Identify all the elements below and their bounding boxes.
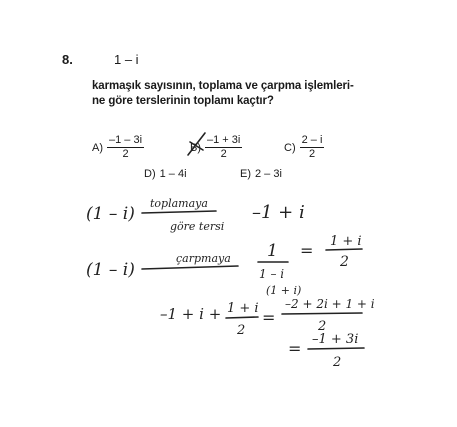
option-a-denominator: 2 — [122, 148, 129, 160]
hw-l1-arrow-line — [142, 211, 216, 213]
hw-l2-frac-num: 1 — [267, 241, 278, 261]
option-a-numerator: –1 – 3i — [109, 134, 143, 146]
option-b-label: B) — [190, 141, 201, 154]
hw-l2-res-bar — [326, 249, 362, 250]
hw-l1-result: –1 + i — [252, 202, 305, 223]
hw-l3-res-den: 2 — [318, 319, 327, 334]
hw-l3-res-bar — [282, 313, 362, 314]
question-number: 8. — [62, 52, 73, 67]
hw-l3-eq: = — [262, 308, 276, 327]
option-e-label: E) — [240, 168, 251, 180]
hw-l2-mult: (1 + i) — [266, 284, 302, 297]
hw-l2-frac-den: 1 – i — [259, 267, 285, 281]
hw-l1-word-top: toplamaya — [150, 197, 208, 210]
hw-l1-word-bottom: göre tersi — [170, 220, 225, 233]
hw-l2-arrow-line — [142, 266, 238, 269]
question-text-line-1: karmaşık sayısının, toplama ve çarpma işlemleri- — [92, 80, 354, 92]
option-a-label: A) — [92, 141, 103, 154]
hw-l2-word: çarpmaya — [176, 252, 231, 265]
option-d-label: D) — [144, 168, 156, 180]
hw-l2-res-den: 2 — [340, 254, 349, 270]
hw-l4-res-num: –1 + 3i — [312, 332, 359, 347]
hw-l1-left: (1 – i) — [86, 204, 135, 224]
option-e-value: 2 – 3i — [255, 168, 282, 180]
hw-l2-eq: = — [300, 241, 314, 260]
hw-l3-frac-den: 2 — [237, 323, 246, 338]
hw-l4-res-den: 2 — [333, 355, 342, 370]
hw-l3-left: –1 + i + — [160, 305, 222, 323]
hw-l2-left: (1 – i) — [86, 260, 135, 280]
option-c-denominator: 2 — [308, 148, 316, 160]
option-c-label: C) — [284, 141, 296, 154]
hw-l3-frac-bar — [226, 317, 258, 318]
question-text-line-2: ne göre terslerinin toplamı kaçtır? — [92, 95, 274, 107]
option-b-denominator: 2 — [220, 148, 227, 160]
hw-l3-frac-num: 1 + i — [227, 301, 259, 316]
hw-l3-res-num: –2 + 2i + 1 + i — [285, 297, 375, 311]
hw-l4-eq: = — [288, 339, 302, 358]
hw-l4-res-bar — [308, 348, 364, 349]
option-b-numerator: –1 + 3i — [207, 134, 241, 146]
option-b-strike-mark — [188, 133, 205, 155]
option-c-numerator: 2 – i — [301, 134, 323, 146]
option-d-value: 1 – 4i — [159, 168, 187, 180]
question-expression: 1 – i — [114, 52, 139, 67]
hw-l2-res-num: 1 + i — [330, 234, 362, 249]
